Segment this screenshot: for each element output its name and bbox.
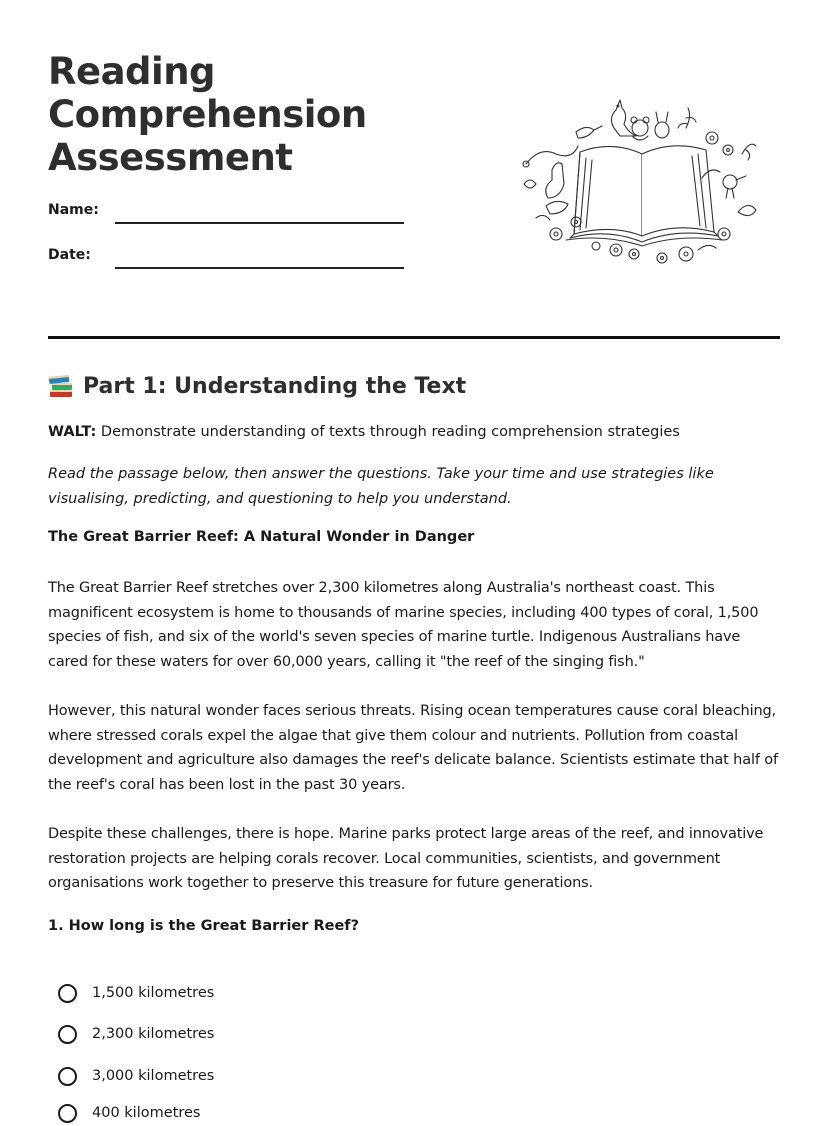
question-1-text: 1. How long is the Great Barrier Reef? bbox=[48, 918, 359, 934]
option-label: 400 kilometres bbox=[92, 1105, 201, 1121]
instructions: Read the passage below, then answer the questions. Take your time and use strategies like visualising, predicting, and questioning to help you understand. bbox=[48, 466, 714, 507]
answer-option[interactable] bbox=[58, 1063, 214, 1089]
name-label: Name: bbox=[48, 202, 99, 218]
radio-button[interactable] bbox=[58, 1104, 77, 1123]
books-icon bbox=[48, 375, 74, 399]
date-field-row bbox=[48, 243, 408, 273]
name-line[interactable] bbox=[115, 222, 404, 224]
title-line: Comprehension bbox=[48, 93, 367, 136]
open-book-illustration-icon bbox=[516, 88, 764, 280]
title-line: Assessment bbox=[48, 136, 293, 179]
name-field-row bbox=[48, 198, 408, 228]
date-label: Date: bbox=[48, 247, 91, 263]
walt-label: WALT: bbox=[48, 424, 97, 440]
walt-statement bbox=[48, 424, 680, 440]
walt-text: Demonstrate understanding of texts through reading comprehension strategies bbox=[100, 424, 680, 440]
section-heading-text: Part 1: Understanding the Text bbox=[83, 374, 467, 399]
option-label: 1,500 kilometres bbox=[92, 985, 215, 1001]
option-label: 3,000 kilometres bbox=[92, 1068, 215, 1084]
page-title bbox=[48, 50, 367, 179]
passage-title: The Great Barrier Reef: A Natural Wonder in Danger bbox=[48, 529, 475, 545]
worksheet-header bbox=[48, 0, 780, 340]
title-line: Reading bbox=[48, 50, 216, 93]
answer-option[interactable] bbox=[58, 980, 214, 1006]
passage-paragraph: However, this natural wonder faces serious threats. Rising ocean temperatures cause coral bleaching, where stressed corals expel the algae that give them colour and nutrients. Pollution from coastal development and agriculture also damages the reef's delicate balance. Scientists estimate that half of the reef's coral has been lost in the past 30 years. bbox=[48, 703, 778, 794]
answer-option[interactable] bbox=[58, 1100, 200, 1126]
section-heading bbox=[48, 374, 466, 399]
passage-paragraph: Despite these challenges, there is hope. Marine parks protect large areas of the reef, and innovative restoration projects are helping corals recover. Local communities, scientists, and government organisations work together to preserve this treasure for future generations. bbox=[48, 826, 764, 892]
date-line[interactable] bbox=[115, 267, 404, 269]
worksheet-page bbox=[48, 0, 780, 1121]
option-label: 2,300 kilometres bbox=[92, 1026, 215, 1042]
passage-paragraph: The Great Barrier Reef stretches over 2,300 kilometres along Australia's northeast coast. This magnificent ecosystem is home to thousands of marine species, including 400 types of coral, 1,500 species of fish, and six of the world's seven species of marine turtle. Indigenous Australians have cared for these waters for over 60,000 years, calling it "the reef of the singing fish." bbox=[48, 580, 759, 671]
radio-button[interactable] bbox=[58, 984, 77, 1003]
answer-option[interactable] bbox=[58, 1021, 214, 1047]
header-divider bbox=[48, 336, 780, 339]
radio-button[interactable] bbox=[58, 1067, 77, 1086]
radio-button[interactable] bbox=[58, 1025, 77, 1044]
